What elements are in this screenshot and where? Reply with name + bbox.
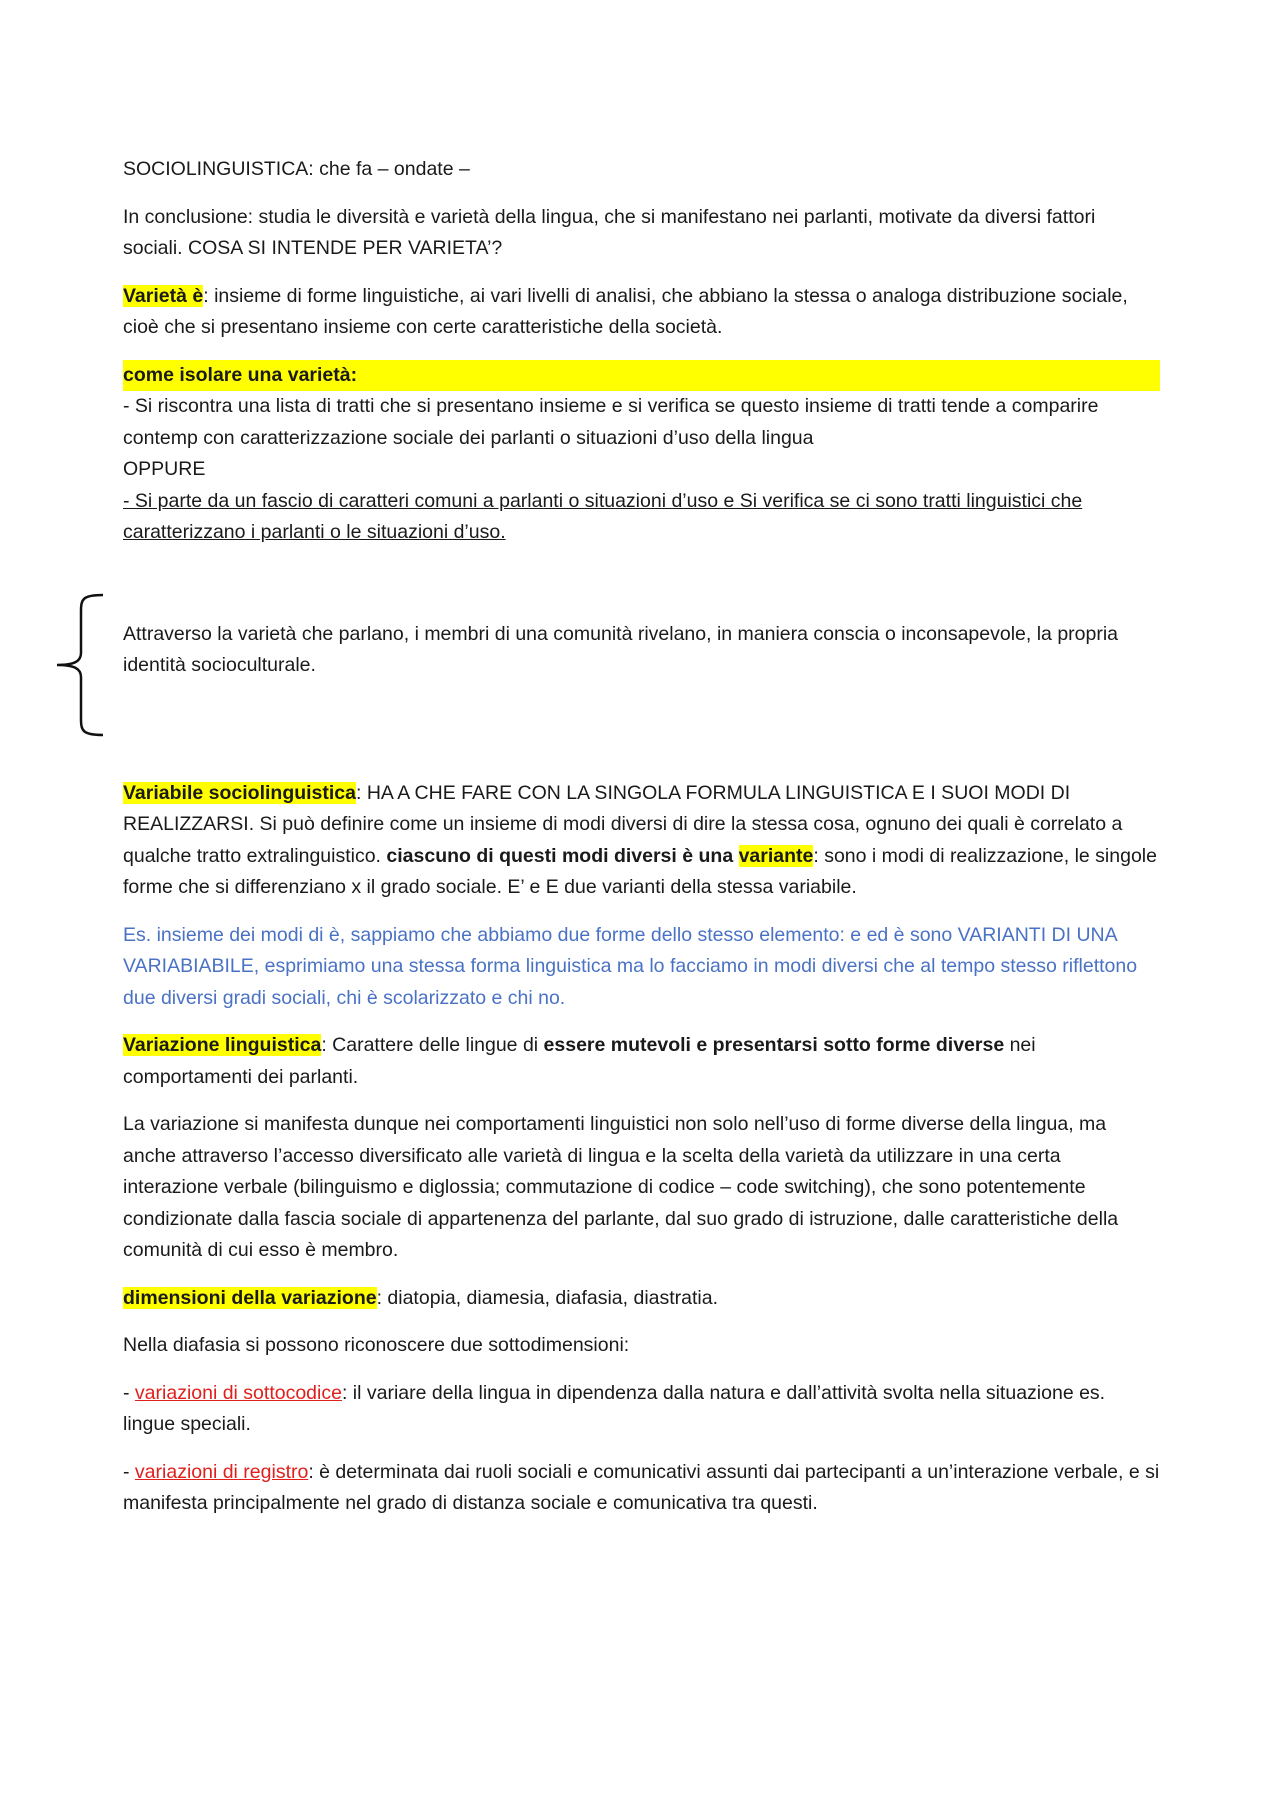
isolare-heading [123,360,1160,392]
variazione-term: Variazione linguistica [123,1034,322,1056]
registro-term: variazioni di registro [134,1460,309,1483]
registro-text: : è determinata dai ruoli sociali e comunicativi assunti dai partecipanti a un’interazione verbale, e si manifesta principalmente nel grado di distanza sociale e comunicativa tra questi. [123,1460,1160,1514]
varieta-definition [123,281,1160,344]
sottocodice-term: variazioni di sottocodice [134,1381,342,1404]
esempio-paragraph: Es. insieme dei modi di è, sappiamo che abbiamo due forme dello stesso elemento: e ed è sono VARIANTI DI UNA VARIABIABILE, esprimiamo una stessa forma linguistica ma lo facciamo in modi diversi che al tempo stesso riflettono due diversi gradi sociali, chi è scolarizzato e chi no. [123,923,1138,1009]
variabile-paragraph [123,778,1160,904]
document-title: SOCIOLINGUISTICA: che fa – ondate – [123,158,470,180]
isolare-method-2: - Si parte da un fascio di caratteri comuni a parlanti o situazioni d’uso e Si verifica se ci sono tratti linguistici che caratterizzano i parlanti o le situazioni d’uso. [123,489,1083,543]
sottocodice-prefix: - [123,1381,135,1404]
isolare-section [123,360,1160,549]
registro-prefix: - [123,1460,135,1483]
intro-paragraph: In conclusione: studia le diversità e varietà della lingua, che si manifestano nei parlanti, motivate da diversi fattori sociali. COSA SI INTENDE PER VARIETA’? [123,205,1096,259]
variante-term: variante [738,844,814,867]
identita-section [123,619,1160,682]
variabile-term: Variabile sociolinguistica [123,781,357,804]
dimensioni-term: dimensioni della variazione [123,1286,377,1309]
oppure-label: OPPURE [123,458,206,480]
varieta-term: Varietà è [123,284,204,307]
variabile-text-2: : sono i modi di realizzazione, le singole forme che si differenziano x il grado sociale. E’ e E due varianti della stessa variabile. [123,844,1157,898]
diafasia-intro: Nella diafasia si possono riconoscere due sottodimensioni: [123,1334,630,1356]
variabile-text-1: : HA A CHE FARE CON LA SINGOLA FORMULA LINGUISTICA E I SUOI MODI DI REALIZZARSI. Si può definire come un insieme di modi diversi di dire la stessa cosa, ognuno dei quali è correlato a qualche tratto extralinguistico. [123,781,1123,867]
variazione-text-2: nei comportamenti dei parlanti. [123,1034,1036,1088]
varieta-text: : insieme di forme linguistiche, ai vari livelli di analisi, che abbiano la stessa o analoga distribuzione sociale, cioè che si presentano insieme con certe caratteristiche della società. [123,284,1128,338]
variazione-text-1: : Carattere delle lingue di [321,1034,544,1056]
dimensioni-paragraph [123,1283,1160,1315]
variazione-paragraph [123,1030,1160,1093]
isolare-method-1: - Si riscontra una lista di tratti che si presentano insieme e si verifica se questo insieme di tratti tende a comparire contemp con caratterizzazione sociale dei parlanti o situazioni d’uso della lingua [123,395,1099,449]
sottocodice-text: : il variare della lingua in dipendenza dalla natura e dall’attività svolta nella situazione es. lingue speciali. [123,1381,1106,1435]
curly-brace-icon [53,591,109,739]
identita-paragraph: Attraverso la varietà che parlano, i membri di una comunità rivelano, in maniera conscia o inconsapevole, la propria identità socioculturale. [123,622,1119,676]
variabile-bold-text: ciascuno di questi modi diversi è una [386,844,739,867]
registro-item [123,1457,1160,1520]
sottocodice-item [123,1378,1160,1441]
variazione-bold-text: essere mutevoli e presentarsi sotto forme diverse [543,1034,1005,1056]
variazione-detail-paragraph: La variazione si manifesta dunque nei comportamenti linguistici non solo nell’uso di forme diverse della lingua, ma anche attraverso l’accesso diversificato alle varietà di lingua e la scelta della varietà da utilizzare in una certa interazione verbale (bilinguismo e diglossia; commutazione di codice – code switching), che sono potentemente condizionate dalla fascia sociale di appartenenza del parlante, dal suo grado di istruzione, dalle caratteristiche della comunità di cui esso è membro. [123,1113,1119,1261]
isolare-heading-text: come isolare una varietà: [123,360,1160,392]
dimensioni-text: : diatopia, diamesia, diafasia, diastratia. [376,1286,719,1309]
